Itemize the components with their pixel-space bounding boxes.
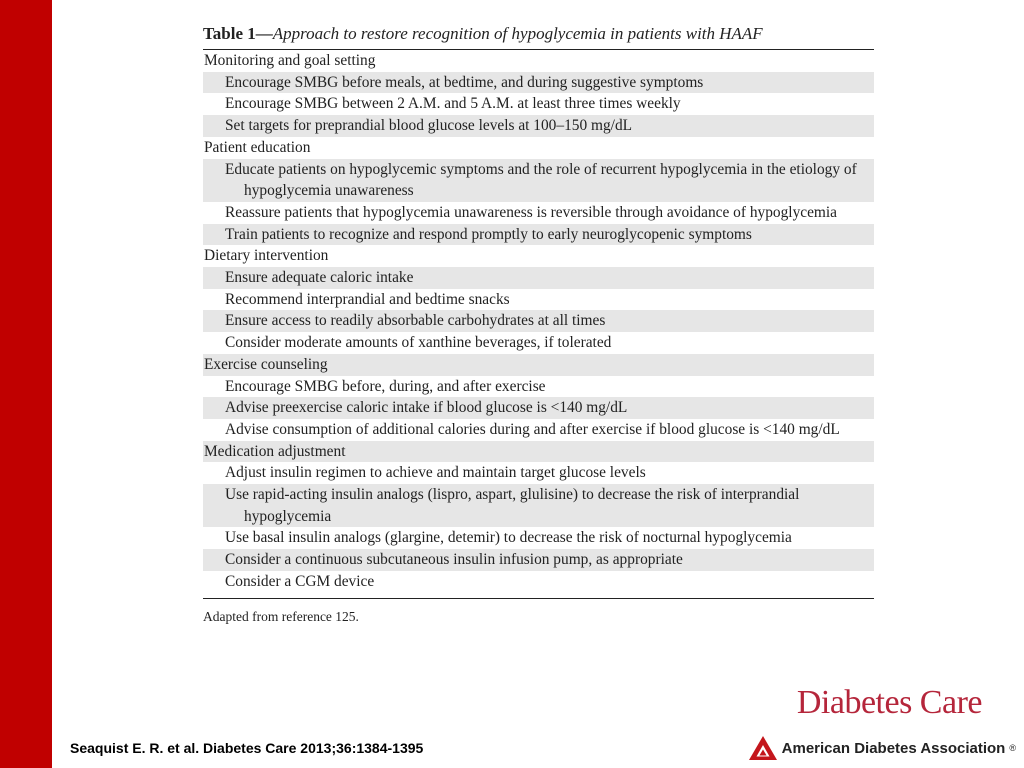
category-row: [203, 441, 874, 463]
table-row: [203, 527, 874, 549]
row-text: Educate patients on hypoglycemic symptoms and the role of recurrent hypoglycemia in the etiology of hypoglycemia unawareness: [225, 160, 857, 200]
row-text: Set targets for preprandial blood glucose levels at 100–150 mg/dL: [225, 117, 633, 135]
row-text: Reassure patients that hypoglycemia unawareness is reversible through avoidance of hypoglycemia: [225, 203, 838, 221]
row-text: Consider a CGM device: [225, 572, 375, 590]
table-row: [203, 310, 874, 332]
row-text: Consider moderate amounts of xanthine beverages, if tolerated: [225, 334, 612, 352]
table-bottom-rule: [203, 598, 874, 599]
row-text: Advise consumption of additional calories during and after exercise if blood glucose is <140 mg/dL: [225, 420, 840, 438]
registered-mark: ®: [1009, 743, 1016, 753]
row-text: Use rapid-acting insulin analogs (lispro, aspart, glulisine) to decrease the risk of interprandial hypoglycemia: [225, 486, 800, 525]
table-row: [203, 93, 874, 115]
category-row: [203, 245, 874, 267]
row-text: Consider a continuous subcutaneous insulin infusion pump, as appropriate: [225, 551, 683, 569]
row-text: Ensure adequate caloric intake: [225, 269, 414, 287]
publisher-name: American Diabetes Association: [781, 739, 1006, 757]
table-figure: [203, 20, 874, 625]
table-row: [203, 159, 874, 202]
table-label: Table 1—: [203, 24, 273, 43]
row-text: Advise preexercise caloric intake if blood glucose is <140 mg/dL: [225, 399, 628, 417]
category-label: Exercise counseling: [204, 355, 328, 373]
table-row: [203, 462, 874, 484]
row-text: Encourage SMBG before, during, and after exercise: [225, 377, 546, 395]
table-row: [203, 115, 874, 137]
table-row: [203, 376, 874, 398]
category-row: [203, 354, 874, 376]
table-row: [203, 72, 874, 94]
row-text: Use basal insulin analogs (glargine, detemir) to decrease the risk of nocturnal hypoglycemia: [225, 529, 792, 547]
table-row: [203, 289, 874, 311]
table-row: [203, 224, 874, 246]
category-label: Monitoring and goal setting: [204, 52, 376, 69]
row-text: Train patients to recognize and respond promptly to early neuroglycopenic symptoms: [225, 225, 752, 243]
category-label: Patient education: [204, 138, 311, 156]
table-row: [203, 549, 874, 571]
row-text: Encourage SMBG before meals, at bedtime, and during suggestive symptoms: [225, 73, 704, 91]
table-row: [203, 571, 874, 593]
table-footnote: Adapted from reference 125.: [203, 608, 359, 624]
category-label: Medication adjustment: [204, 442, 346, 460]
publisher-logo: [748, 735, 1016, 761]
table-row: [203, 397, 874, 419]
table-row: [203, 332, 874, 354]
category-row: [203, 50, 874, 72]
side-accent-bar: [0, 0, 52, 768]
table-row: [203, 267, 874, 289]
journal-logo: Diabetes Care: [796, 684, 982, 721]
table-row: [203, 484, 874, 527]
row-text: Adjust insulin regimen to achieve and maintain target glucose levels: [225, 464, 646, 482]
table-title: [203, 20, 874, 48]
table-row: [203, 419, 874, 441]
row-text: Encourage SMBG between 2 A.M. and 5 A.M. at least three times weekly: [225, 95, 681, 113]
table-body: [203, 50, 874, 593]
table-caption: Approach to restore recognition of hypoglycemia in patients with HAAF: [272, 24, 763, 43]
category-label: Dietary intervention: [204, 247, 329, 265]
row-text: Recommend interprandial and bedtime snacks: [225, 290, 510, 308]
citation: Seaquist E. R. et al. Diabetes Care 2013;36:1384-1395: [70, 740, 424, 756]
row-text: Ensure access to readily absorbable carbohydrates at all times: [225, 312, 606, 330]
ada-triangle-icon: [748, 735, 778, 761]
table-row: [203, 202, 874, 224]
category-row: [203, 137, 874, 159]
